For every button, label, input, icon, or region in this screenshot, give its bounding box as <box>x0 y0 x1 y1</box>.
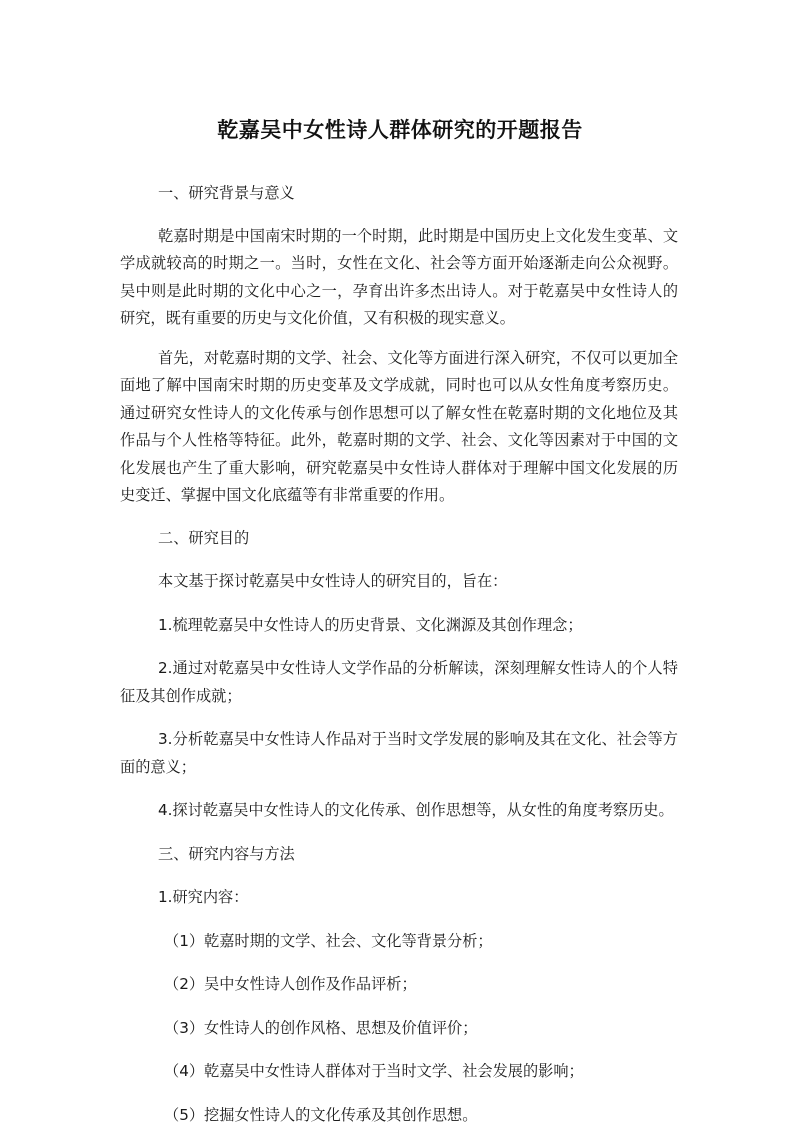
purpose-intro: 本文基于探讨乾嘉吴中女性诗人的研究目的，旨在： <box>158 572 508 590</box>
content-item: （5）挖掘女性诗人的文化传承及其创作思想。 <box>164 1105 478 1124</box>
body-paragraph: 乾嘉时期是中国南宋时期的一个时期，此时期是中国历史上文化发生变革、文学成就较高的时期之一。当时，女性在文化、社会等方面开始逐渐走向公众视野。吴中则是此时期的文化中心之一，孕育出许多杰出诗人。对于乾嘉吴中女性诗人的研究，既有重要的历史与文化价值，又有积极的现实意义。 <box>120 226 678 327</box>
content-subheading: 1.研究内容： <box>158 888 249 906</box>
purpose-item: 3.分析乾嘉吴中女性诗人作品对于当时文学发展的影响及其在文化、社会等方面的意义； <box>120 730 678 776</box>
content-item: （4）乾嘉吴中女性诗人群体对于当时文学、社会发展的影响； <box>164 1062 584 1080</box>
purpose-item: 4.探讨乾嘉吴中女性诗人的文化传承、创作思想等，从女性的角度考察历史。 <box>158 801 674 819</box>
document-body <box>120 180 678 1145</box>
purpose-item: 2.通过对乾嘉吴中女性诗人文学作品的分析解读，深刻理解女性诗人的个人特征及其创作成就； <box>120 659 678 705</box>
content-item: （2）吴中女性诗人创作及作品评析； <box>164 975 417 993</box>
section-heading-purpose: 二、研究目的 <box>158 528 250 547</box>
document-title: 乾嘉吴中女性诗人群体研究的开题报告 <box>217 118 583 142</box>
content-item: （1）乾嘉时期的文学、社会、文化等背景分析； <box>164 931 493 950</box>
content-item: （3）女性诗人的创作风格、思想及价值评价； <box>164 1018 478 1037</box>
purpose-item: 1.梳理乾嘉吴中女性诗人的历史背景、文化渊源及其创作理念； <box>158 615 583 634</box>
body-paragraph: 首先，对乾嘉时期的文学、社会、文化等方面进行深入研究，不仅可以更加全面地了解中国南宋时期的历史变革及文学成就，同时也可以从女性角度考察历史。通过研究女性诗人的文化传承与创作思想可以了解女性在乾嘉时期的文化地位及其作品与个人性格等特征。此外，乾嘉时期的文学、社会、文化等因素对于中国的文化发展也产生了重大影响，研究乾嘉吴中女性诗人群体对于理解中国文化发展的历史变迁、掌握中国文化底蕴等有非常重要的作用。 <box>120 348 678 504</box>
section-heading-content-methods: 三、研究内容与方法 <box>158 844 295 863</box>
section-heading-background: 一、研究背景与意义 <box>158 184 295 202</box>
